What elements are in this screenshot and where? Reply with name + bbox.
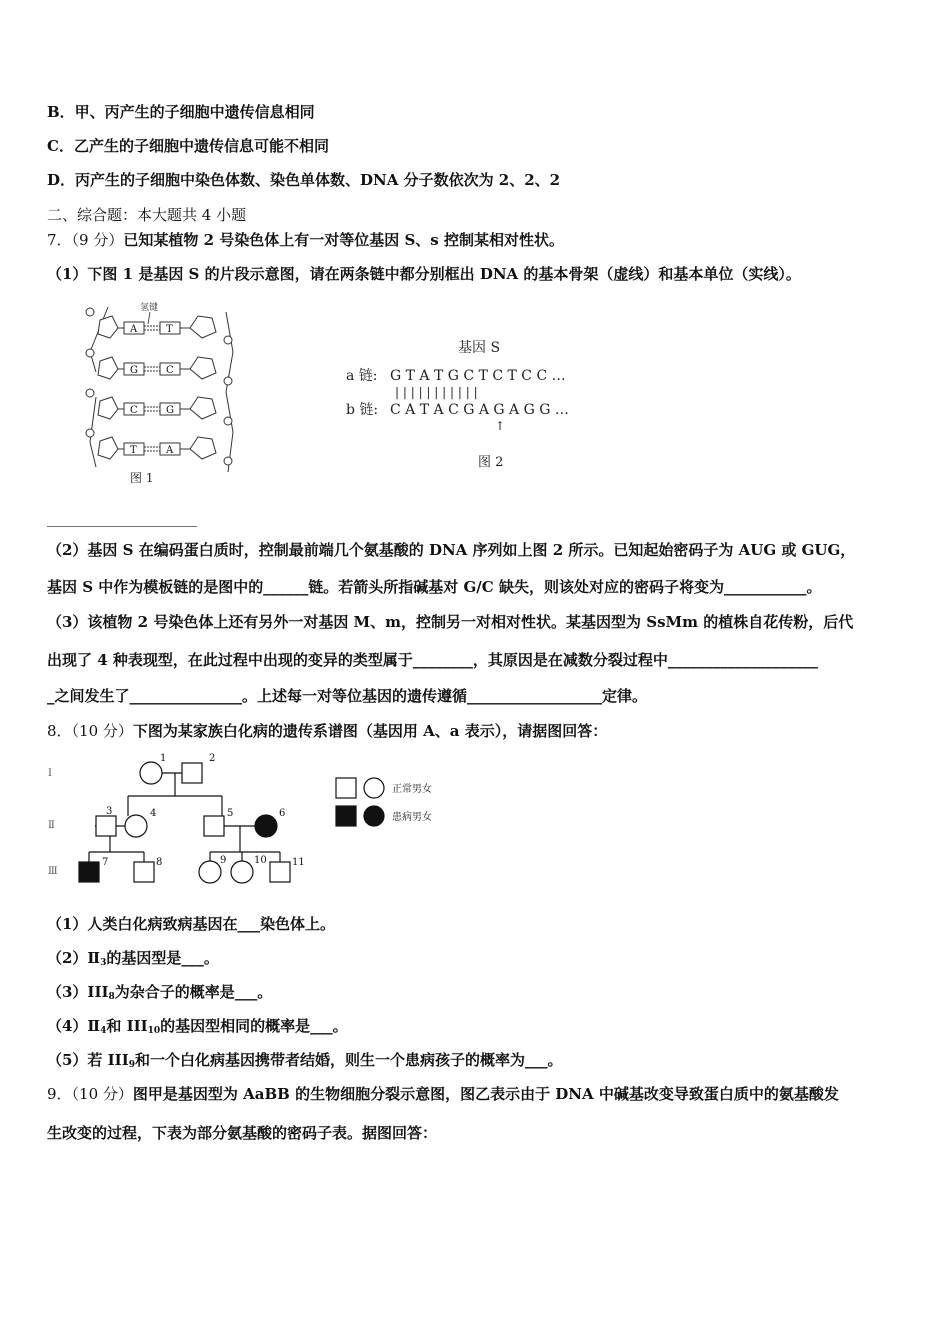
individual-i2-normal-male	[182, 763, 202, 783]
q8-sub3-a: （3）III	[47, 983, 109, 1001]
sugar-right	[190, 357, 216, 379]
individual-iii9-normal-female	[199, 861, 221, 883]
phosphate-right	[224, 336, 232, 344]
generation-ii-label: Ⅱ	[48, 820, 55, 831]
id-11: 11	[292, 857, 305, 868]
figure-2-caption: 图 2	[478, 455, 504, 470]
base-right-letter: G	[166, 405, 174, 416]
hbond-pointer	[148, 312, 150, 324]
sugar-right	[190, 437, 216, 459]
legend-normal-male	[336, 778, 356, 798]
deletion-arrow: ↑	[495, 419, 506, 433]
pedigree-chart	[44, 748, 464, 888]
q8-sub2-b: 的基因型是___。	[106, 949, 219, 967]
individual-ii3-normal-male	[96, 816, 116, 836]
id-6: 6	[279, 808, 286, 819]
q8-sub4-a: （4）Ⅱ	[47, 1017, 101, 1035]
q8-sub4-c: 的基因型相同的概率是___。	[160, 1017, 348, 1035]
q7-part2-line2: 基因 S 中作为模板链的是图中的______链。若箭头所指碱基对 G/C 缺失，则该处对应的密码子将变为___________。	[47, 578, 822, 596]
q9-line1	[47, 1084, 839, 1104]
sugar-right	[190, 316, 216, 338]
individual-ii6-affected-female	[255, 815, 277, 837]
legend-affected-label: 患病男女	[392, 812, 432, 823]
q8-sub2-a: （2）Ⅱ	[47, 949, 101, 967]
q8-sub4	[47, 1016, 348, 1041]
b-strand-seq: C A T A C G A G A G G …	[390, 402, 569, 418]
q7-answer-blank: ____________________	[47, 509, 197, 527]
q9-stem-1: 图甲是基因型为 AaBB 的生物细胞分裂示意图，图乙表示由于 DNA 中碱基改变导致蛋白质中的氨基酸发	[132, 1085, 839, 1103]
q8-sub2	[47, 948, 219, 973]
individual-ii4-normal-female	[125, 815, 147, 837]
individual-i1-normal-female	[140, 762, 162, 784]
option-d: D．丙产生的子细胞中染色体数、染色单体数、DNA 分子数依次为 2、2、2	[47, 171, 561, 189]
base-left-letter: A	[130, 324, 138, 335]
phosphate-right	[224, 457, 232, 465]
q8-sub3	[47, 982, 272, 1007]
figure-2-title: 基因 S	[458, 340, 501, 356]
phosphate-left	[86, 429, 94, 437]
individual-ii5-normal-male	[204, 816, 224, 836]
id-9: 9	[220, 855, 227, 866]
legend-affected-female	[364, 806, 384, 826]
id-10: 10	[254, 855, 267, 866]
q7-stem: 已知某植物 2 号染色体上有一对等位基因 S、s 控制某相对性状。	[123, 231, 564, 249]
q8-sub5-b: 和一个白化病基因携带者结婚，则生一个患病孩子的概率为___。	[134, 1051, 563, 1069]
legend-normal-label: 正常男女	[392, 784, 432, 795]
id-5: 5	[227, 808, 234, 819]
q8-sub1: （1）人类白化病致病基因在___染色体上。	[47, 915, 335, 933]
q8-sub4-index2: 10	[147, 1026, 161, 1036]
id-3: 3	[106, 806, 113, 817]
base-left-letter: C	[130, 405, 138, 416]
figure-1-caption: 图 1	[130, 471, 154, 485]
q7-part3-line1: （3）该植物 2 号染色体上还有另外一对基因 M、m，控制另一对相对性状。某基因型为 SsMm 的植株自花传粉，后代	[47, 613, 854, 631]
q7-number: 7．（9 分）	[47, 231, 124, 249]
q8-sub3-index: 8	[108, 992, 115, 1002]
sugar-left	[98, 357, 118, 379]
sugar-left	[98, 437, 118, 459]
sugar-left	[98, 316, 118, 338]
q8-sub4-b: 和 III	[106, 1017, 148, 1035]
dna-figure-2	[340, 336, 590, 476]
id-4: 4	[150, 808, 157, 819]
q9-line2: 生改变的过程，下表为部分氨基酸的密码子表。据图回答：	[47, 1124, 438, 1142]
id-1: 1	[160, 753, 167, 764]
phosphate-right	[224, 417, 232, 425]
q7-line	[47, 230, 564, 250]
phosphate-left	[86, 349, 94, 357]
sugar-right	[190, 397, 216, 419]
id-2: 2	[209, 753, 216, 764]
section-header: 二、综合题：本大题共 4 小题	[47, 206, 247, 224]
hbond-label: 氢键	[140, 303, 159, 313]
base-pair-bonds: | | | | | | | | | | |	[395, 385, 478, 399]
base-right-letter: T	[166, 324, 173, 335]
q8-stem: 下图为某家族白化病的遗传系谱图（基因用 A、a 表示），请据图回答：	[132, 722, 608, 740]
id-7: 7	[102, 857, 109, 868]
legend-normal-female	[364, 778, 384, 798]
option-b: B．甲、丙产生的子细胞中遗传信息相同	[47, 103, 315, 121]
q9-number: 9．（10 分）	[47, 1085, 133, 1103]
phosphate-right	[224, 377, 232, 385]
q8-sub4-index: 4	[100, 1026, 107, 1036]
base-left-letter: T	[130, 445, 137, 456]
q8-sub5	[47, 1050, 563, 1075]
phosphate-left	[86, 389, 94, 397]
q7-part3-line2: 出现了 4 种表现型，在此过程中出现的变异的类型属于________，其原因是在减数分裂过程中____________________	[47, 651, 818, 669]
sugar-left	[98, 397, 118, 419]
q7-part3-line3: _之间发生了_______________。上述每一对等位基因的遗传遵循__________________定律。	[47, 687, 648, 705]
generation-i-label: Ⅰ	[48, 768, 52, 779]
individual-iii7-affected-male	[79, 862, 99, 882]
q7-part1: （1）下图 1 是基因 S 的片段示意图，请在两条链中都分别框出 DNA 的基本骨架（虚线）和基本单位（实线）。	[47, 265, 801, 283]
id-8: 8	[156, 857, 163, 868]
legend-affected-male	[336, 806, 356, 826]
base-right-letter: A	[166, 445, 174, 456]
q8-line	[47, 721, 607, 741]
base-right-letter: C	[166, 365, 174, 376]
a-strand-seq: G T A T G C T C T C C …	[390, 368, 566, 384]
phosphate-left	[86, 308, 94, 316]
generation-iii-label: Ⅲ	[48, 866, 58, 877]
q7-part2-line1: （2）基因 S 在编码蛋白质时，控制最前端几个氨基酸的 DNA 序列如上图 2 所示。已知起始密码子为 AUG 或 GUG，	[47, 541, 856, 559]
dna-figure-1	[78, 292, 248, 487]
q8-sub5-index: 9	[128, 1060, 135, 1070]
base-left-letter: G	[130, 365, 138, 376]
a-strand-label: a 链:	[346, 368, 378, 384]
individual-iii10-normal-female	[231, 861, 253, 883]
q8-sub5-a: （5）若 III	[47, 1051, 129, 1069]
q8-number: 8．（10 分）	[47, 722, 133, 740]
q8-sub3-b: 为杂合子的概率是___。	[114, 983, 273, 1001]
option-c: C．乙产生的子细胞中遗传信息可能不相同	[47, 137, 329, 155]
b-strand-label: b 链:	[346, 402, 379, 418]
q8-sub2-index: 3	[100, 958, 107, 968]
individual-iii11-normal-male	[270, 862, 290, 882]
individual-iii8-normal-male	[134, 862, 154, 882]
